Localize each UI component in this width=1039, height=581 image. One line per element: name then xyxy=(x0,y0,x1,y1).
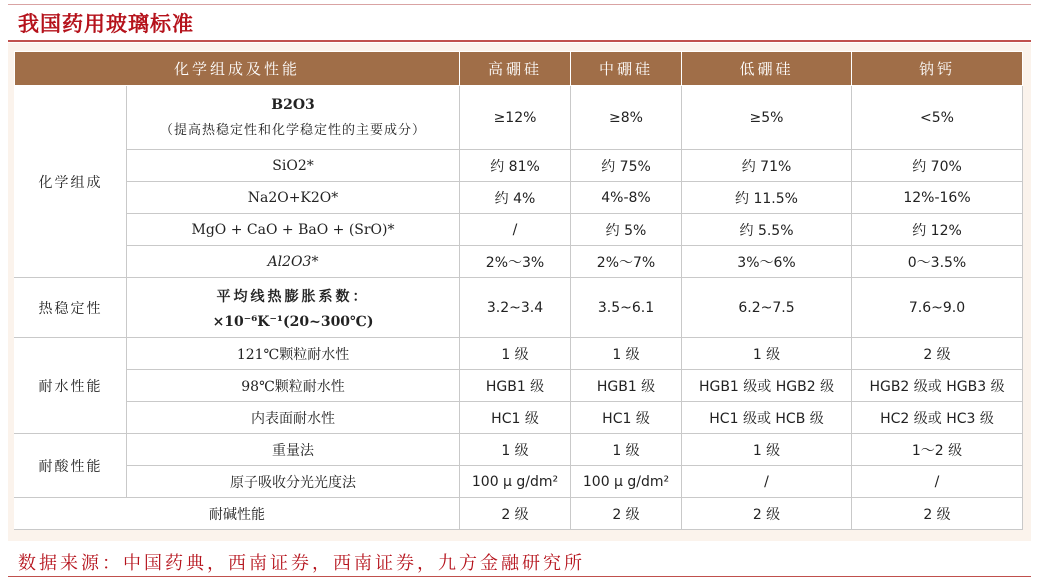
value-cell: 2 级 xyxy=(682,498,852,530)
value-cell: HC1 级或 HCB 级 xyxy=(682,402,852,434)
value-cell: HGB1 级或 HGB2 级 xyxy=(682,370,852,402)
value-cell: 约 81% xyxy=(460,150,571,182)
value-cell: 约 4% xyxy=(460,182,571,214)
header-col: 高硼硅 xyxy=(460,52,571,86)
property-cell xyxy=(127,278,460,338)
value-cell: 约 11.5% xyxy=(682,182,852,214)
property-cell: 内表面耐水性 xyxy=(127,402,460,434)
b2o3-sublabel: （提高热稳定性和化学稳定性的主要成分） xyxy=(160,123,427,138)
value-cell: 约 12% xyxy=(852,214,1023,246)
table-row xyxy=(15,150,1023,182)
title-rule xyxy=(8,40,1031,42)
value-cell: 2%～3% xyxy=(460,246,571,278)
table-row xyxy=(15,370,1023,402)
value-cell: 0～3.5% xyxy=(852,246,1023,278)
value-cell: 100 μ g/dm² xyxy=(460,466,571,498)
thermal-label: 平均线热膨胀系数： xyxy=(216,288,370,305)
value-cell: 3%～6% xyxy=(682,246,852,278)
value-cell: 3.2~3.4 xyxy=(460,278,571,338)
value-cell: <5% xyxy=(852,86,1023,150)
property-cell: Na2O+K2O* xyxy=(127,182,460,214)
table-row xyxy=(15,246,1023,278)
property-cell: 98℃颗粒耐水性 xyxy=(127,370,460,402)
bottom-rule xyxy=(8,576,1031,577)
value-cell: ≥5% xyxy=(682,86,852,150)
property-cell: SiO2* xyxy=(127,150,460,182)
value-cell: 1 级 xyxy=(682,338,852,370)
value-cell: ≥12% xyxy=(460,86,571,150)
value-cell: ≥8% xyxy=(571,86,682,150)
top-rule xyxy=(8,4,1031,5)
value-cell: 1 级 xyxy=(571,434,682,466)
value-cell: 约 70% xyxy=(852,150,1023,182)
table-row xyxy=(15,278,1023,338)
table-row xyxy=(15,338,1023,370)
property-cell: 重量法 xyxy=(127,434,460,466)
header-row xyxy=(15,52,1023,86)
value-cell: 约 5.5% xyxy=(682,214,852,246)
value-cell: 7.6~9.0 xyxy=(852,278,1023,338)
b2o3-label: B2O3 xyxy=(271,97,315,113)
glass-standard-table xyxy=(14,51,1023,530)
value-cell: 约 5% xyxy=(571,214,682,246)
value-cell: HGB1 级 xyxy=(571,370,682,402)
category-cell: 耐酸性能 xyxy=(15,434,127,498)
value-cell: 2 级 xyxy=(852,498,1023,530)
value-cell: HC2 级或 HC3 级 xyxy=(852,402,1023,434)
header-col: 钠钙 xyxy=(852,52,1023,86)
value-cell: 约 75% xyxy=(571,150,682,182)
value-cell: 2 级 xyxy=(460,498,571,530)
property-cell: 原子吸收分光光度法 xyxy=(127,466,460,498)
value-cell: / xyxy=(852,466,1023,498)
property-cell: MgO + CaO + BaO + (SrO)* xyxy=(127,214,460,246)
property-cell: Al2O3* xyxy=(127,246,460,278)
table-row xyxy=(15,466,1023,498)
table-row xyxy=(15,182,1023,214)
value-cell: 2 级 xyxy=(571,498,682,530)
value-cell: 1～2 级 xyxy=(852,434,1023,466)
category-cell: 化学组成 xyxy=(15,86,127,278)
table-row xyxy=(15,498,1023,530)
value-cell: 1 级 xyxy=(571,338,682,370)
value-cell: 1 级 xyxy=(682,434,852,466)
value-cell: / xyxy=(460,214,571,246)
value-cell: 1 级 xyxy=(460,434,571,466)
value-cell: 2 级 xyxy=(852,338,1023,370)
value-cell: 100 μ g/dm² xyxy=(571,466,682,498)
value-cell: 1 级 xyxy=(460,338,571,370)
value-cell: HGB1 级 xyxy=(460,370,571,402)
property-cell xyxy=(127,86,460,150)
value-cell: 6.2~7.5 xyxy=(682,278,852,338)
header-col: 低硼硅 xyxy=(682,52,852,86)
table-row xyxy=(15,402,1023,434)
value-cell: 4%-8% xyxy=(571,182,682,214)
value-cell: 2%～7% xyxy=(571,246,682,278)
header-col: 中硼硅 xyxy=(571,52,682,86)
value-cell: 约 71% xyxy=(682,150,852,182)
value-cell: HGB2 级或 HGB3 级 xyxy=(852,370,1023,402)
value-cell: HC1 级 xyxy=(460,402,571,434)
table-row xyxy=(15,86,1023,150)
category-cell: 耐水性能 xyxy=(15,338,127,434)
table-row xyxy=(15,434,1023,466)
data-source-note: 数据来源：中国药典，西南证券，西南证券，九方金融研究所 xyxy=(18,553,585,574)
value-cell: / xyxy=(682,466,852,498)
category-cell: 热稳定性 xyxy=(15,278,127,338)
value-cell: HC1 级 xyxy=(571,402,682,434)
header-property: 化学组成及性能 xyxy=(15,52,460,86)
value-cell: 12%-16% xyxy=(852,182,1023,214)
table-row xyxy=(15,214,1023,246)
page-title: 我国药用玻璃标准 xyxy=(18,11,194,36)
thermal-sublabel: ×10⁻⁶K⁻¹(20~300℃) xyxy=(212,313,374,330)
property-cell: 121℃颗粒耐水性 xyxy=(127,338,460,370)
property-cell: 耐碱性能 xyxy=(15,498,460,530)
value-cell: 3.5~6.1 xyxy=(571,278,682,338)
